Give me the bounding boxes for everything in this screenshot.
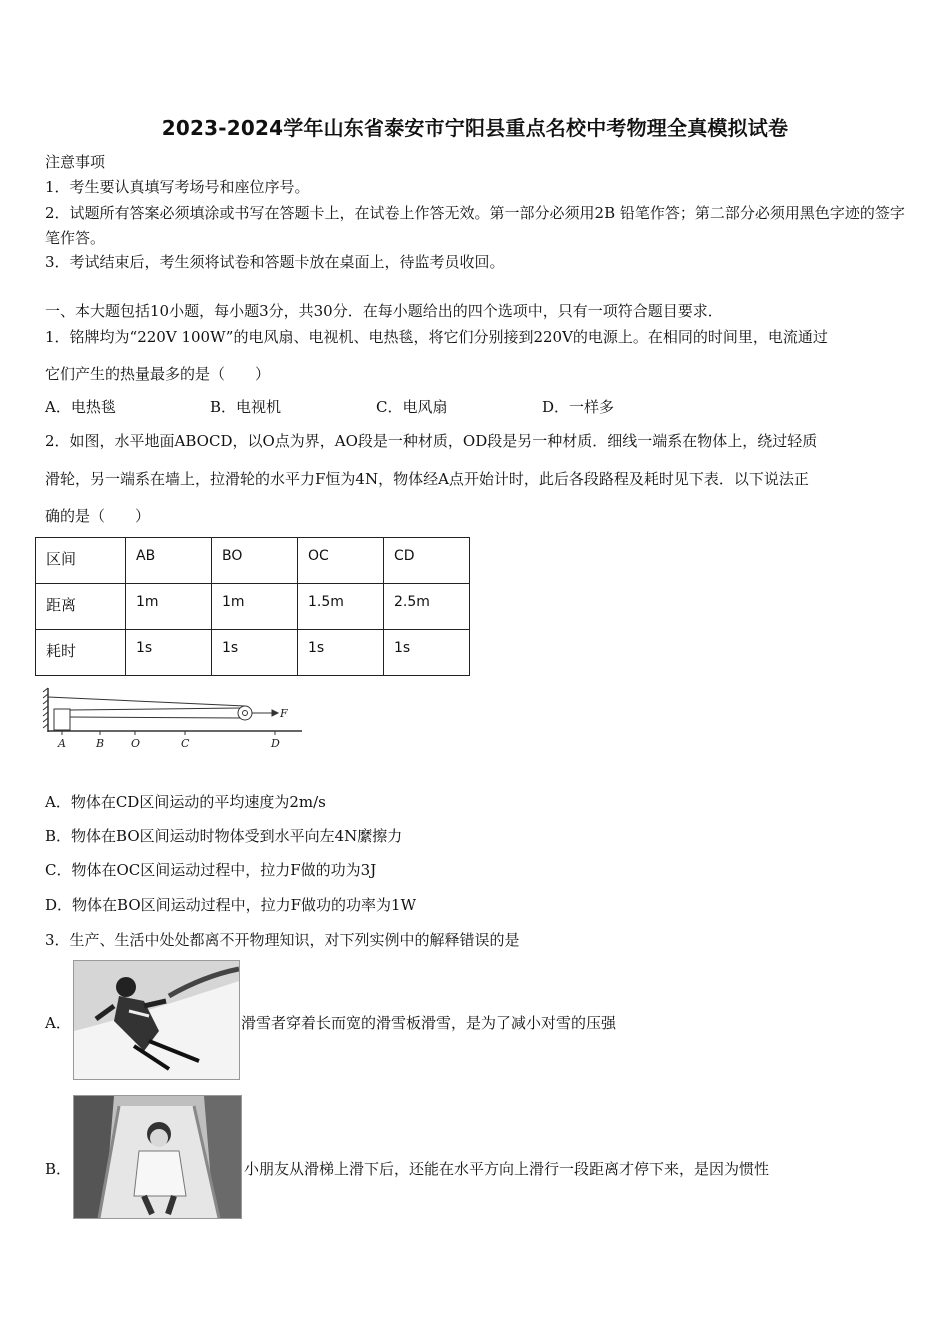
q3-option-a-letter: A． — [45, 1014, 71, 1032]
table-row — [36, 538, 470, 584]
q1-option-b: B．电视机 — [210, 398, 282, 416]
slide-image — [74, 1096, 241, 1218]
q3-option-b-text: 小朋友从滑梯上滑下后，还能在水平方向上滑行一段距离才停下来，是因为惯性 — [244, 1160, 770, 1178]
table-cell: 1s — [384, 630, 470, 676]
notice-heading: 注意事项 — [45, 153, 106, 171]
table-cell: BO — [212, 538, 298, 584]
table-cell: CD — [384, 538, 470, 584]
q2-line3: 确的是（ ） — [45, 507, 151, 525]
q1-option-d: D．一样多 — [542, 398, 615, 416]
table-cell: 1s — [126, 630, 212, 676]
q1-option-a: A．电热毯 — [45, 398, 116, 416]
section-heading: 一、本大题包括10小题，每小题3分，共30分．在每小题给出的四个选项中，只有一项符合题目要求． — [45, 302, 723, 320]
table-cell: 耗时 — [36, 630, 126, 676]
q2-option-d: D．物体在BO区间运动过程中，拉力F做功的功率为1W — [45, 896, 416, 914]
q2-option-c: C．物体在OC区间运动过程中，拉力F做的功为3J — [45, 861, 377, 879]
table-cell: 2.5m — [384, 584, 470, 630]
table-cell: 1m — [126, 584, 212, 630]
skier-image — [74, 961, 239, 1079]
q2-line1: 2．如图，水平地面ABOCD，以O点为界，AO段是一种材质，OD段是另一种材质．细线一端系在物体上，绕过轻质 — [45, 432, 818, 450]
q2-option-b: B．物体在BO区间运动时物体受到水平向左4N縻擦力 — [45, 827, 403, 845]
pulley-diagram — [40, 684, 310, 754]
skier-photo — [73, 960, 240, 1080]
table-cell: 1s — [212, 630, 298, 676]
q2-option-a: A．物体在CD区间运动的平均速度为2m/s — [45, 793, 326, 811]
table-cell: 区间 — [36, 538, 126, 584]
notice-item-1: 1．考生要认真填写考场号和座位序号。 — [45, 178, 310, 196]
q2-line2: 滑轮，另一端系在墙上，拉滑轮的水平力F恒为4N，物体经A点开始计时，此后各段路程及耗时见下表．以下说法正 — [45, 470, 809, 488]
table-cell: OC — [298, 538, 384, 584]
q1-option-c: C．电风扇 — [376, 398, 448, 416]
q3-stem: 3．生产、生活中处处都离不开物理知识，对下列实例中的解释错误的是 — [45, 931, 520, 949]
label-o: O — [131, 737, 141, 750]
q1-line1: 1．铭牌均为“220V 100W”的电风扇、电视机、电热毯，将它们分别接到220V的电源上。在相同的时间里，电流通过 — [45, 328, 828, 346]
table-cell: 1m — [212, 584, 298, 630]
table-row — [36, 630, 470, 676]
table-cell: 1.5m — [298, 584, 384, 630]
slide-photo — [73, 1095, 242, 1219]
data-table — [35, 537, 470, 676]
label-d: D — [271, 737, 280, 750]
table-cell: 距离 — [36, 584, 126, 630]
q3-option-b-letter: B． — [45, 1160, 72, 1178]
q1-line2: 它们产生的热量最多的是（ ） — [45, 365, 271, 383]
label-a: A — [58, 737, 66, 750]
table-cell: AB — [126, 538, 212, 584]
q3-option-a-text: 滑雪者穿着长而宽的滑雪板滑雪，是为了减小对雪的压强 — [241, 1014, 617, 1032]
table-row — [36, 584, 470, 630]
table-cell: 1s — [298, 630, 384, 676]
page-title: 2023-2024学年山东省泰安市宁阳县重点名校中考物理全真模拟试卷 — [161, 116, 789, 140]
label-c: C — [181, 737, 190, 750]
notice-item-3: 3．考试结束后，考生须将试卷和答题卡放在桌面上，待监考员收回。 — [45, 253, 505, 271]
label-b: B — [96, 737, 105, 750]
label-f: F — [280, 707, 288, 720]
notice-item-2: 2．试题所有答案必须填涂或书写在答题卡上，在试卷上作答无效。第一部分必须用2B 铅笔作答；第二部分必须用黑色字迹的签字笔作答。 — [45, 204, 905, 247]
